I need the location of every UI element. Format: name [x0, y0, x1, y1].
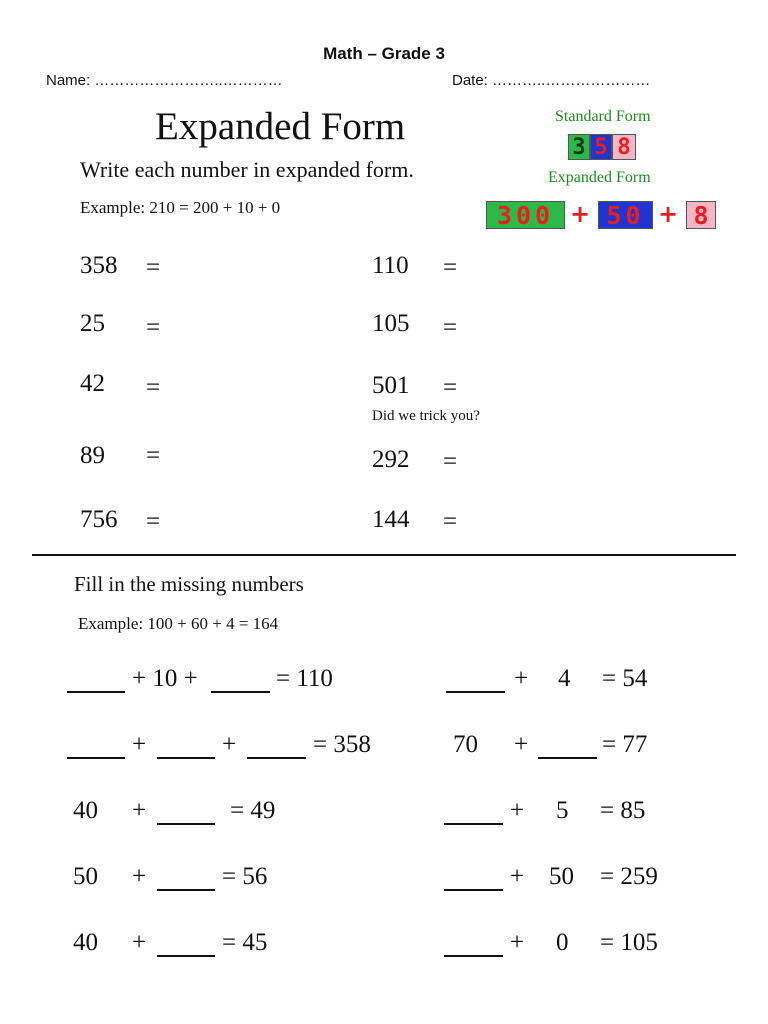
equation-text: 4	[558, 665, 571, 692]
question-number: 144	[372, 506, 410, 533]
answer-blank[interactable]	[538, 757, 597, 759]
example-expanded: Example: 210 = 200 + 10 + 0	[80, 198, 281, 217]
answer-blank[interactable]	[67, 691, 125, 693]
plus-sign: +	[658, 200, 679, 228]
standard-digit-hundreds: 3	[568, 134, 590, 160]
equation-text: + 10 +	[132, 665, 198, 692]
equation-text: +	[510, 863, 525, 890]
equation-text: 50	[549, 863, 574, 890]
equation-text: 50	[73, 863, 98, 890]
equation-text: 70	[453, 731, 478, 758]
expanded-ones-tile: 8	[686, 201, 716, 229]
equation-text: +	[132, 929, 147, 956]
example-missing: Example: 100 + 60 + 4 = 164	[78, 614, 279, 633]
question-number: 292	[372, 446, 410, 473]
date-field[interactable]: Date: ………..…………………	[452, 72, 651, 89]
equation-text: +	[132, 863, 147, 890]
question-number: 501	[372, 372, 410, 399]
question-number: 105	[372, 310, 410, 337]
standard-digit-tens: 5	[590, 134, 612, 160]
equation-text: +	[514, 665, 529, 692]
expanded-form-label: Expanded Form	[548, 169, 651, 186]
answer-blank[interactable]	[67, 757, 125, 759]
question-number: 110	[372, 252, 409, 279]
equals-sign: =	[443, 254, 458, 281]
standard-digit-ones: 8	[612, 134, 636, 160]
question-number: 358	[80, 252, 118, 279]
answer-blank[interactable]	[247, 757, 306, 759]
equation-text: +	[514, 731, 529, 758]
equation-result: = 49	[230, 797, 276, 824]
answer-blank[interactable]	[211, 691, 270, 693]
answer-blank[interactable]	[444, 955, 503, 957]
page-title: Expanded Form	[155, 105, 406, 148]
equation-result: = 77	[602, 731, 648, 758]
equation-result: = 259	[600, 863, 658, 890]
answer-blank[interactable]	[157, 823, 215, 825]
equation-result: = 85	[600, 797, 646, 824]
equation-result: = 358	[313, 731, 371, 758]
equation-text: 0	[556, 929, 569, 956]
equals-sign: =	[443, 508, 458, 535]
question-number: 25	[80, 310, 105, 337]
answer-blank[interactable]	[157, 889, 215, 891]
equation-text: 5	[556, 797, 569, 824]
instruction-text: Write each number in expanded form.	[80, 157, 414, 182]
equals-sign: =	[146, 314, 161, 341]
section-title: Fill in the missing numbers	[74, 572, 304, 596]
question-number: 42	[80, 370, 105, 397]
equation-text: +	[222, 731, 237, 758]
answer-blank[interactable]	[157, 955, 215, 957]
plus-sign: +	[570, 200, 591, 228]
equals-sign: =	[443, 374, 458, 401]
question-number: 756	[80, 506, 118, 533]
worksheet-header: Math – Grade 3	[323, 44, 445, 63]
standard-form-label: Standard Form	[555, 108, 651, 125]
equation-text: +	[510, 797, 525, 824]
equation-result: = 54	[602, 665, 648, 692]
expanded-hundreds-tile: 300	[486, 201, 565, 229]
answer-blank[interactable]	[444, 889, 503, 891]
equation-text: +	[132, 797, 147, 824]
equals-sign: =	[146, 508, 161, 535]
answer-blank[interactable]	[157, 757, 215, 759]
equals-sign: =	[146, 374, 161, 401]
equation-text: +	[510, 929, 525, 956]
answer-blank[interactable]	[444, 823, 503, 825]
expanded-tens-tile: 50	[598, 201, 653, 229]
equals-sign: =	[443, 314, 458, 341]
equation-text: +	[132, 731, 147, 758]
equation-text: 40	[73, 797, 98, 824]
equation-text: 40	[73, 929, 98, 956]
equation-result: = 56	[222, 863, 268, 890]
equals-sign: =	[146, 442, 161, 469]
equation-result: = 110	[276, 665, 333, 692]
equals-sign: =	[443, 448, 458, 475]
equation-result: = 45	[222, 929, 268, 956]
equation-result: = 105	[600, 929, 658, 956]
equals-sign: =	[146, 254, 161, 281]
section-divider	[32, 554, 736, 556]
question-number: 89	[80, 442, 105, 469]
answer-blank[interactable]	[446, 691, 505, 693]
trick-note: Did we trick you?	[372, 408, 480, 424]
name-field[interactable]: Name: ……………………..…………	[46, 72, 283, 89]
